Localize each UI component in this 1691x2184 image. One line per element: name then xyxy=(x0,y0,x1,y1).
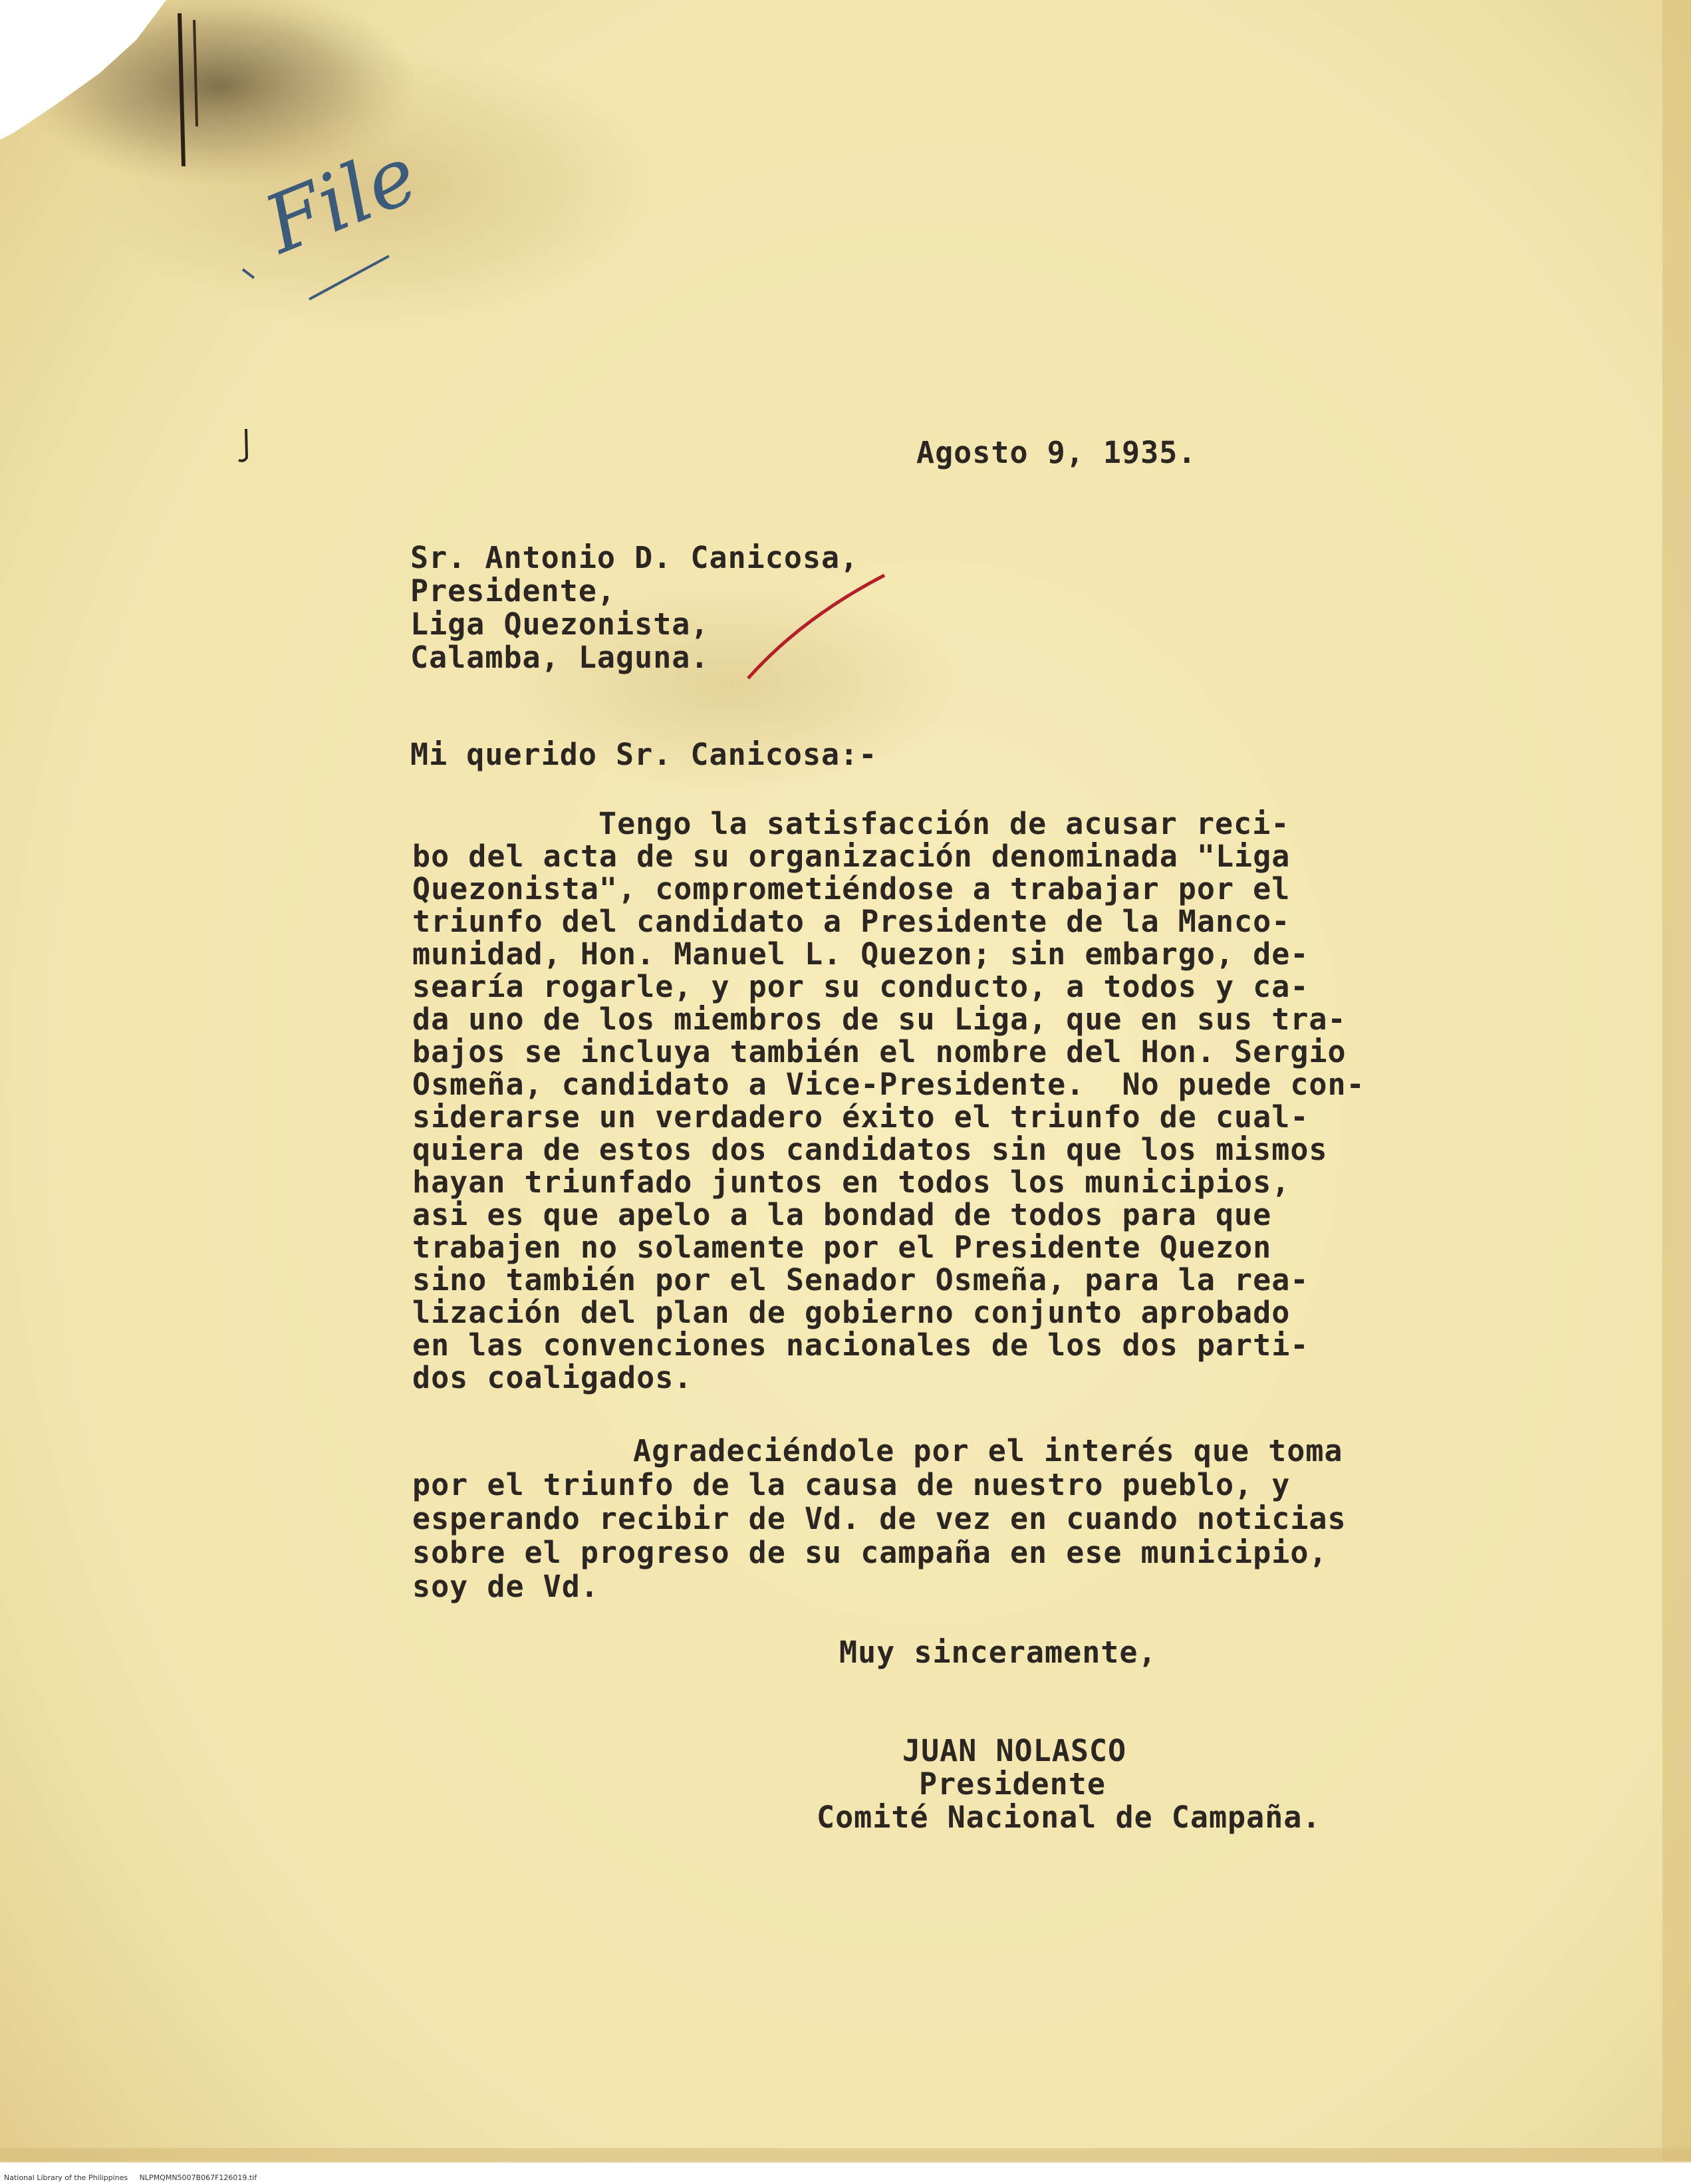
paragraph-2-line: esperando recibir de Vd. de vez en cuando noticias xyxy=(412,1501,1347,1536)
margin-mark xyxy=(236,426,256,466)
signature-name: JUAN NOLASCO xyxy=(902,1733,1127,1768)
paragraph-2-line: Agradeciéndole por el interés que toma xyxy=(633,1433,1343,1468)
paragraph-2-line: por el triunfo de la causa de nuestro pueblo, y xyxy=(412,1467,1291,1502)
paragraph-1-line: sino también por el Senador Osmeña, para la rea- xyxy=(412,1262,1309,1297)
paragraph-1-line: trabajen no solamente por el Presidente Quezon xyxy=(412,1230,1272,1265)
red-pencil-mark xyxy=(741,572,888,685)
paragraph-1-line: munidad, Hon. Manuel L. Quezon; sin embargo, de- xyxy=(412,936,1309,972)
archive-file-id: NLPMQMN5007B067F126019.tif xyxy=(139,2173,257,2182)
handwritten-file-note: File xyxy=(253,128,430,272)
paragraph-1-line: bo del acta de su organización denominada "Liga xyxy=(412,839,1291,874)
letter-date: Agosto 9, 1935. xyxy=(916,435,1197,470)
paragraph-2-line: sobre el progreso de su campaña en ese municipio, xyxy=(412,1535,1328,1570)
signature-organization: Comité Nacional de Campaña. xyxy=(817,1800,1321,1835)
paragraph-1-line: triunfo del candidato a Presidente de la Manco- xyxy=(412,904,1291,939)
paragraph-1-line: lización del plan de gobierno conjunto aprobado xyxy=(412,1295,1291,1330)
archive-footer xyxy=(4,2173,257,2182)
paragraph-1-line: da uno de los miembros de su Liga, que en sus tra- xyxy=(412,1002,1347,1037)
paragraph-1-line: hayan triunfado juntos en todos los municipios, xyxy=(412,1164,1291,1200)
salutation: Mi querido Sr. Canicosa:- xyxy=(410,737,878,772)
paragraph-1-line: dos coaligados. xyxy=(412,1360,693,1395)
paragraph-1-line: bajos se incluya también el nombre del Hon. Sergio xyxy=(412,1034,1347,1069)
paragraph-1-line: siderarse un verdadero éxito el triunfo de cual- xyxy=(412,1099,1309,1135)
closing: Muy sinceramente, xyxy=(839,1635,1157,1670)
paragraph-1-line: asi es que apelo a la bondad de todos para que xyxy=(412,1197,1272,1232)
paragraph-2-line: soy de Vd. xyxy=(412,1569,599,1604)
address-line-1: Sr. Antonio D. Canicosa, xyxy=(410,540,859,575)
paragraph-1-line: Osmeña, candidato a Vice-Presidente. No puede con- xyxy=(412,1067,1365,1102)
archive-credit: National Library of the Philippines xyxy=(4,2173,128,2182)
address-line-3: Liga Quezonista, xyxy=(410,607,710,642)
paragraph-1-line: en las convenciones nacionales de los dos parti- xyxy=(412,1327,1309,1363)
paragraph-1-line: searía rogarle, y por su conducto, a todos y ca- xyxy=(412,969,1309,1004)
paragraph-1-line: quiera de estos dos candidatos sin que los mismos xyxy=(412,1132,1328,1167)
address-line-4: Calamba, Laguna. xyxy=(410,640,710,675)
pencil-underline-mark xyxy=(306,253,392,306)
pencil-tick-mark xyxy=(239,266,259,286)
address-line-2: Presidente, xyxy=(410,573,616,609)
paragraph-1-line: Tengo la satisfacción de acusar reci- xyxy=(598,806,1290,841)
paragraph-1-line: Quezonista", comprometiéndose a trabajar por el xyxy=(412,871,1291,906)
signature-title: Presidente xyxy=(919,1766,1106,1802)
